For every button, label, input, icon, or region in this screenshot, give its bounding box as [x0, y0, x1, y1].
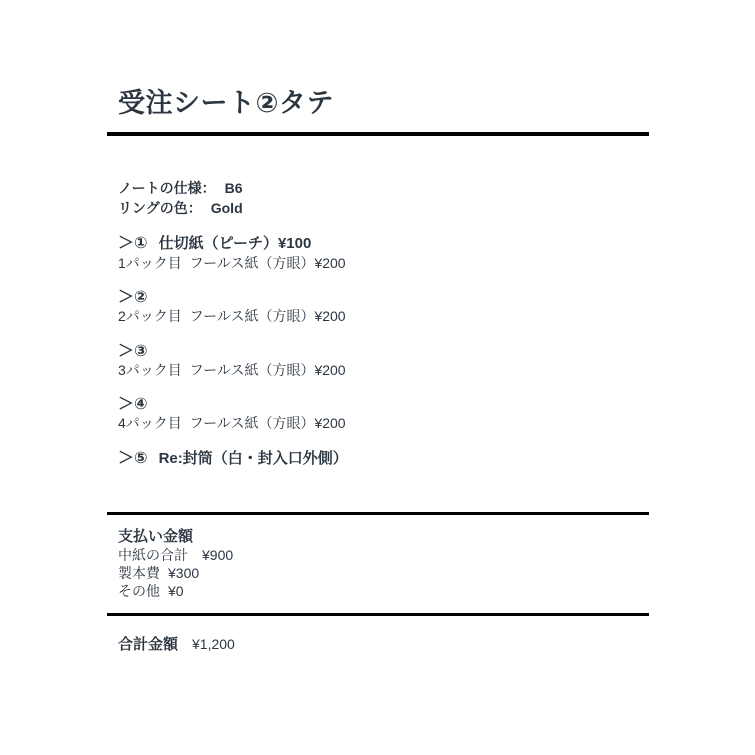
payment-row-binding-fee-label: 製本費: [118, 565, 160, 581]
spec-ring-color: [118, 200, 243, 217]
item-3-marker: ＞③: [118, 343, 148, 360]
payment-heading: 支払い金額: [118, 528, 194, 545]
payment-row-paper-total-label: 中紙の合計: [118, 547, 188, 563]
payment-row-paper-total-amount: ¥900: [202, 547, 234, 563]
item-5-header: [118, 449, 348, 468]
spec-ring-color-value: Gold: [210, 200, 243, 216]
item-1-name: 仕切紙（ピーチ）¥100: [158, 235, 312, 252]
item-3-detail: 3パック目 フールス紙（方眼）¥200: [118, 362, 346, 378]
item-3-header: [118, 342, 148, 361]
item-4-marker: ＞④: [118, 396, 148, 413]
item-5-name: Re:封筒（白・封入口外側）: [158, 450, 348, 467]
spec-ring-color-label: リングの色：: [118, 200, 202, 216]
spec-note-size: [118, 180, 243, 197]
total-row: [118, 636, 235, 654]
payment-row-other: [118, 583, 184, 600]
total-amount: ¥1,200: [192, 636, 235, 652]
item-4-detail: 4パック目 フールス紙（方眼）¥200: [118, 415, 346, 431]
payment-row-other-amount: ¥0: [168, 583, 184, 599]
payment-row-paper-total: [118, 547, 233, 564]
spec-note-size-value: B6: [224, 180, 243, 196]
item-2-detail: 2パック目 フールス紙（方眼）¥200: [118, 308, 346, 324]
spec-note-size-label: ノートの仕様：: [118, 180, 216, 196]
payment-top-rule: [107, 512, 649, 515]
item-2-marker: ＞②: [118, 289, 148, 306]
item-1-marker: ＞①: [118, 235, 148, 252]
total-top-rule: [107, 613, 649, 616]
item-1-header: [118, 234, 311, 253]
item-1-detail: 1パック目 フールス紙（方眼）¥200: [118, 255, 346, 271]
page-title: 受注シート②タテ: [118, 88, 334, 118]
title-rule: [107, 132, 649, 136]
item-4-header: [118, 395, 148, 414]
total-label: 合計金額: [118, 636, 179, 653]
item-5-marker: ＞⑤: [118, 450, 148, 467]
payment-row-other-label: その他: [118, 583, 160, 599]
item-2-header: [118, 288, 148, 307]
payment-row-binding-fee: [118, 565, 199, 582]
payment-row-binding-fee-amount: ¥300: [168, 565, 200, 581]
